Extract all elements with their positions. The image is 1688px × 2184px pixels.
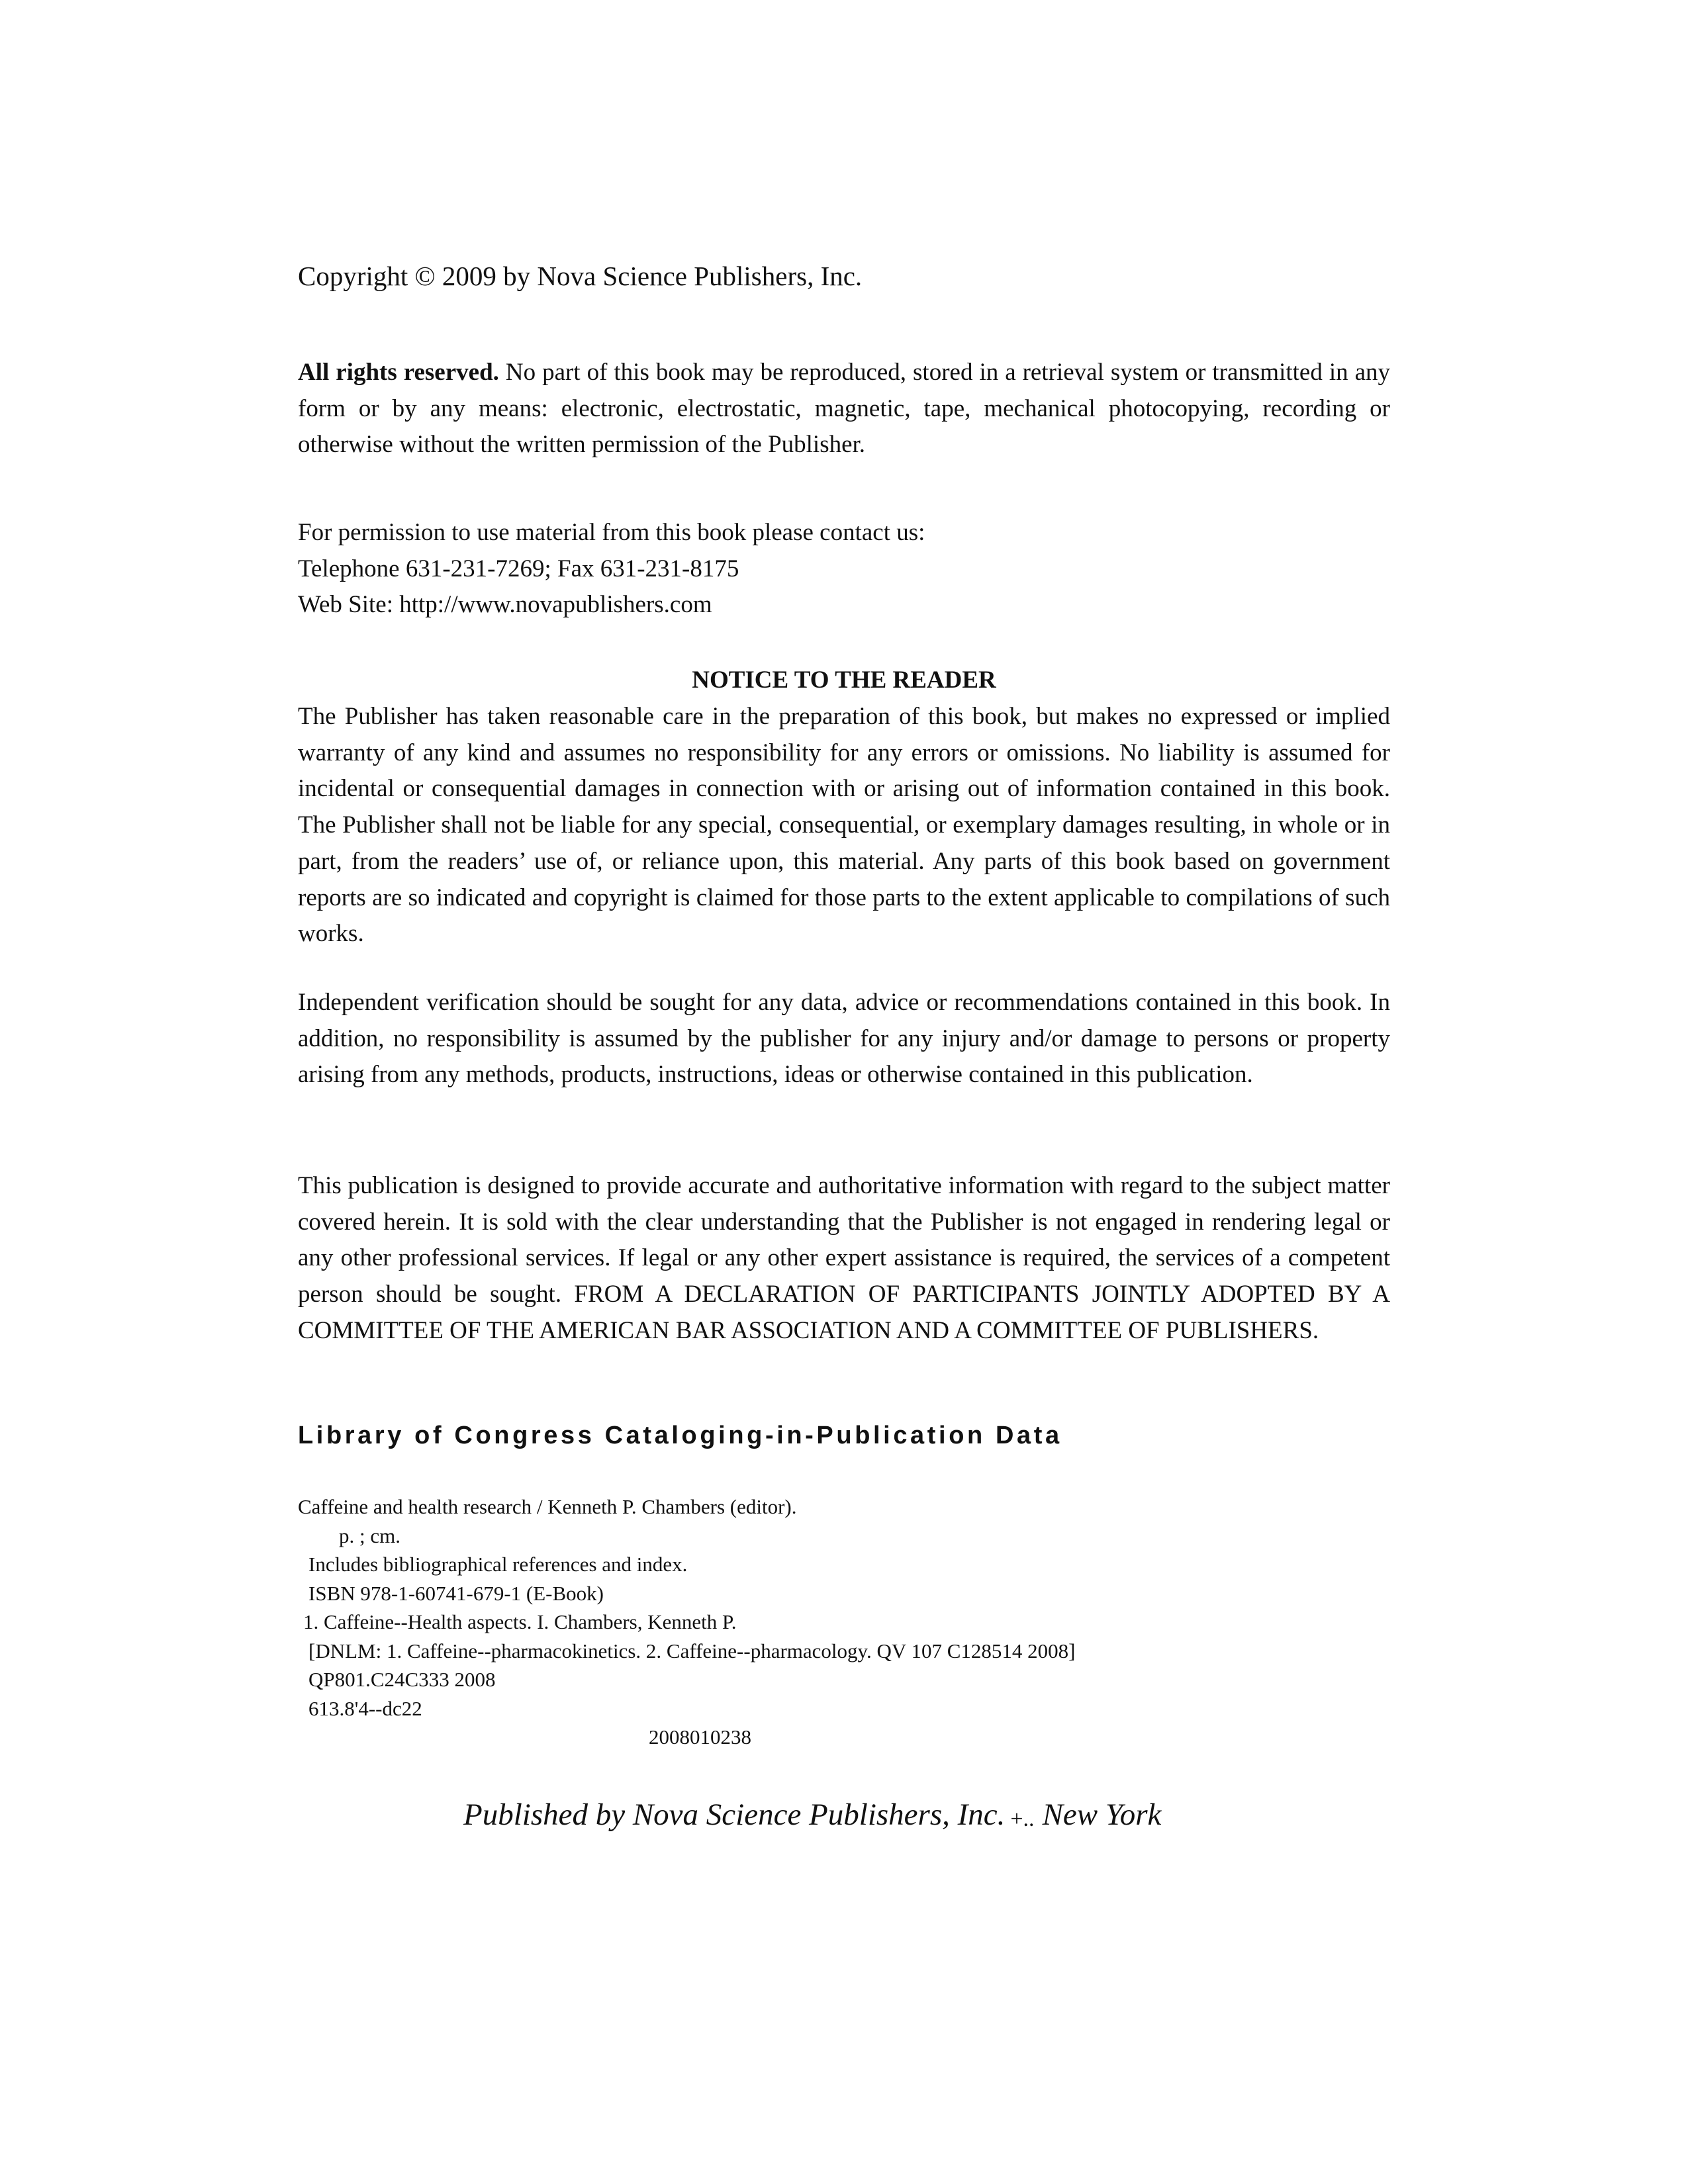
cip-lc-class-line: QP801.C24C333 2008 <box>308 1668 496 1691</box>
publisher-city: New York <box>1042 1797 1162 1832</box>
contact-phone: Telephone 631-231-7269; Fax 631-231-8175 <box>298 555 739 582</box>
contact-intro: For permission to use material from this book please contact us: <box>298 519 925 546</box>
notice-heading: NOTICE TO THE READER <box>692 666 996 694</box>
copyright-page <box>298 0 1390 2184</box>
copyright-line: Copyright © 2009 by Nova Science Publishers, Inc. <box>298 261 863 291</box>
notice-paragraph-1: The Publisher has taken reasonable care in the preparation of this book, but makes no expressed or implied warranty of any kind and assumes no responsibility for any errors or omissions. No liability is assumed for incidental or consequential damages in connection with or arising out of information contained in this book. The Publisher shall not be liable for any special, consequential, or exemplary damages resulting, in whole or in part, from the readers’ use of, or reliance upon, this material. Any parts of this book based on government reports are so indicated and copyright is claimed for those parts to the extent applicable to compilations of such works. <box>298 703 1390 948</box>
rights-paragraph <box>298 355 1390 463</box>
cip-pagination-line: p. ; cm. <box>339 1524 400 1547</box>
notice-paragraph-3: This publication is designed to provide accurate and authoritative information with regard to the subject matter covered herein. It is sold with the clear understanding that the Publisher is not engaged in rendering legal or any other professional services. If legal or any other expert assistance is required, the services of a competent person should be sought. FROM A DECLARATION OF PARTICIPANTS JOINTLY ADOPTED BY A COMMITTEE OF THE AMERICAN BAR ASSOCIATION AND A COMMITTEE OF PUBLISHERS. <box>298 1172 1390 1344</box>
publisher-name: Published by Nova Science Publishers, Inc. <box>463 1797 1006 1832</box>
cip-dnlm-line: [DNLM: 1. Caffeine--pharmacokinetics. 2. Caffeine--pharmacology. QV 107 C128514 2008] <box>308 1639 1076 1662</box>
cataloging-data <box>298 1492 1075 1752</box>
rights-text: No part of this book may be reproduced, stored in a retrieval system or transmitted in any form or by any means: electronic, electrostatic, magnetic, tape, mechanical photocopying, recording or otherwise without the written permission of the Publisher. <box>298 359 1391 459</box>
cip-control-number: 2008010238 <box>649 1725 751 1749</box>
cip-dewey-line: 613.8'4--dc22 <box>308 1696 422 1720</box>
cip-isbn-line: ISBN 978-1-60741-679-1 (E-Book) <box>308 1581 604 1605</box>
contact-web: Web Site: http://www.novapublishers.com <box>298 591 712 619</box>
cataloging-heading: Library of Congress Cataloging-in-Publication Data <box>298 1422 1062 1449</box>
notice-paragraph-2: Independent verification should be sought for any data, advice or recommendations contained in this book. In addition, no responsibility is assumed by the publisher for any injury and/or damage to persons or property arising from any methods, products, instructions, ideas or otherwise contained in this publication. <box>298 989 1390 1089</box>
cip-subject-line: 1. Caffeine--Health aspects. I. Chambers, Kenneth P. <box>303 1610 737 1633</box>
publisher-mark: +.. <box>1010 1807 1035 1831</box>
cip-notes-line: Includes bibliographical references and index. <box>308 1553 688 1576</box>
publisher-line <box>463 1795 1161 1839</box>
contact-block <box>298 515 925 623</box>
rights-lead: All rights reserved. <box>298 359 499 386</box>
cip-title-line: Caffeine and health research / Kenneth P. Chambers (editor). <box>298 1495 797 1518</box>
